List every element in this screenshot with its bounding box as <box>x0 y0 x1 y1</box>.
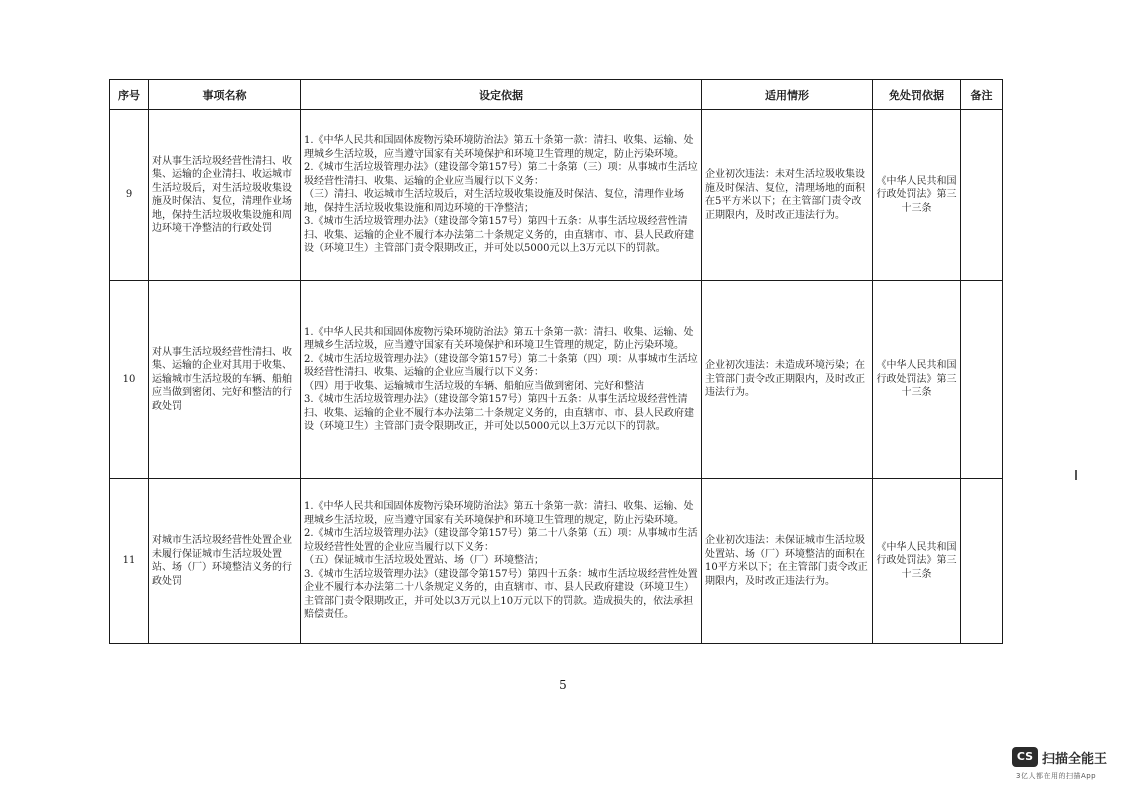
watermark-title: 扫描全能王 <box>1042 752 1108 767</box>
table-row <box>110 479 1003 644</box>
camscanner-logo-icon: CS <box>1012 747 1038 767</box>
watermark-subtitle: 3亿人都在用的扫描App <box>1016 772 1097 780</box>
header-seq: 序号 <box>110 80 149 110</box>
item-name: 对从事生活垃圾经营性清扫、收集、运输的企业对其用于收集、运输城市生活垃圾的车辆、船舶应当做到密闭、完好和整洁的行政处罚 <box>149 281 301 479</box>
row-number: 9 <box>110 110 149 281</box>
applicable-case: 企业初次违法：未造成环境污染；在主管部门责令改正期限内，及时改正违法行为。 <box>702 281 873 479</box>
table-row <box>110 110 1003 281</box>
exemption-basis: 《中华人民共和国行政处罚法》第三十三条 <box>873 281 961 479</box>
header-legal-basis: 设定依据 <box>301 80 702 110</box>
item-name: 对城市生活垃圾经营性处置企业未履行保证城市生活垃圾处置站、场（厂）环境整洁义务的行政处罚 <box>149 479 301 644</box>
row-number: 10 <box>110 281 149 479</box>
header-applicable-case: 适用情形 <box>702 80 873 110</box>
applicable-case: 企业初次违法：未保证城市生活垃圾处置站、场（厂）环境整洁的面积在10平方米以下；在主管部门责令改正期限内，及时改正违法行为。 <box>702 479 873 644</box>
exemption-basis: 《中华人民共和国行政处罚法》第三十三条 <box>873 110 961 281</box>
item-name: 对从事生活垃圾经营性清扫、收集、运输的企业清扫、收运城市生活垃圾后，对生活垃圾收集设施及时保洁、复位，清理作业场地，保持生活垃圾收集设施和周边环境干净整洁的行政处罚 <box>149 110 301 281</box>
applicable-case: 企业初次违法：未对生活垃圾收集设施及时保洁、复位，清理场地的面积在5平方米以下；在主管部门责令改正期限内，及时改正违法行为。 <box>702 110 873 281</box>
legal-basis: 1.《中华人民共和国固体废物污染环境防治法》第五十条第一款：清扫、收集、运输、处理城乡生活垃圾，应当遵守国家有关环境保护和环境卫生管理的规定，防止污染环境。 2.《城市生活垃圾管理办法》（建设部令第157号）第二十八条第（五）项：从事城市生活垃圾经营性处置的企业应当履行以下义务： （五）保证城市生活垃圾处置站、场（厂）环境整洁； 3.《城市生活垃圾管理办法》（建设部令第157号）第四十五条：城市生活垃圾经营性处置企业不履行本办法第二十八条规定义务的，由直辖市、市、县人民政府建设（环境卫生）主管部门责令限期改正，并可处以3万元以上10万元以下的罚款。造成损失的，依法承担赔偿责任。 <box>301 479 702 644</box>
table-header-row <box>110 80 1003 110</box>
header-item-name: 事项名称 <box>149 80 301 110</box>
scan-mark <box>1075 470 1077 480</box>
exemption-basis: 《中华人民共和国行政处罚法》第三十三条 <box>873 479 961 644</box>
scanner-watermark <box>1012 747 1117 787</box>
table-row <box>110 281 1003 479</box>
header-exemption-basis: 免处罚依据 <box>873 80 961 110</box>
penalty-exemption-table <box>109 79 1003 644</box>
header-remarks: 备注 <box>961 80 1003 110</box>
page-number: 5 <box>559 678 567 692</box>
row-number: 11 <box>110 479 149 644</box>
remarks <box>961 281 1003 479</box>
legal-basis: 1.《中华人民共和国固体废物污染环境防治法》第五十条第一款：清扫、收集、运输、处理城乡生活垃圾，应当遵守国家有关环境保护和环境卫生管理的规定，防止污染环境。 2.《城市生活垃圾管理办法》（建设部令第157号）第二十条第（三）项：从事城市生活垃圾经营性清扫、收集、运输的企业应当履行以下义务： （三）清扫、收运城市生活垃圾后，对生活垃圾收集设施及时保洁、复位，清理作业场地，保持生活垃圾收集设施和周边环境的干净整洁； 3.《城市生活垃圾管理办法》（建设部令第157号）第四十五条：从事生活垃圾经营性清扫、收集、运输的企业不履行本办法第二十条规定义务的，由直辖市、市、县人民政府建设（环境卫生）主管部门责令限期改正，并可处以5000元以上3万元以下的罚款。 <box>301 110 702 281</box>
legal-basis: 1.《中华人民共和国固体废物污染环境防治法》第五十条第一款：清扫、收集、运输、处理城乡生活垃圾，应当遵守国家有关环境保护和环境卫生管理的规定，防止污染环境。 2.《城市生活垃圾管理办法》（建设部令第157号）第二十条第（四）项：从事城市生活垃圾经营性清扫、收集、运输的企业应当履行以下义务： （四）用于收集、运输城市生活垃圾的车辆、船舶应当做到密闭、完好和整洁 3.《城市生活垃圾管理办法》（建设部令第157号）第四十五条：从事生活垃圾经营性清扫、收集、运输的企业不履行本办法第二十条规定义务的，由直辖市、市、县人民政府建设（环境卫生）主管部门责令限期改正，并可处以5000元以上3万元以下的罚款。 <box>301 281 702 479</box>
remarks <box>961 479 1003 644</box>
remarks <box>961 110 1003 281</box>
